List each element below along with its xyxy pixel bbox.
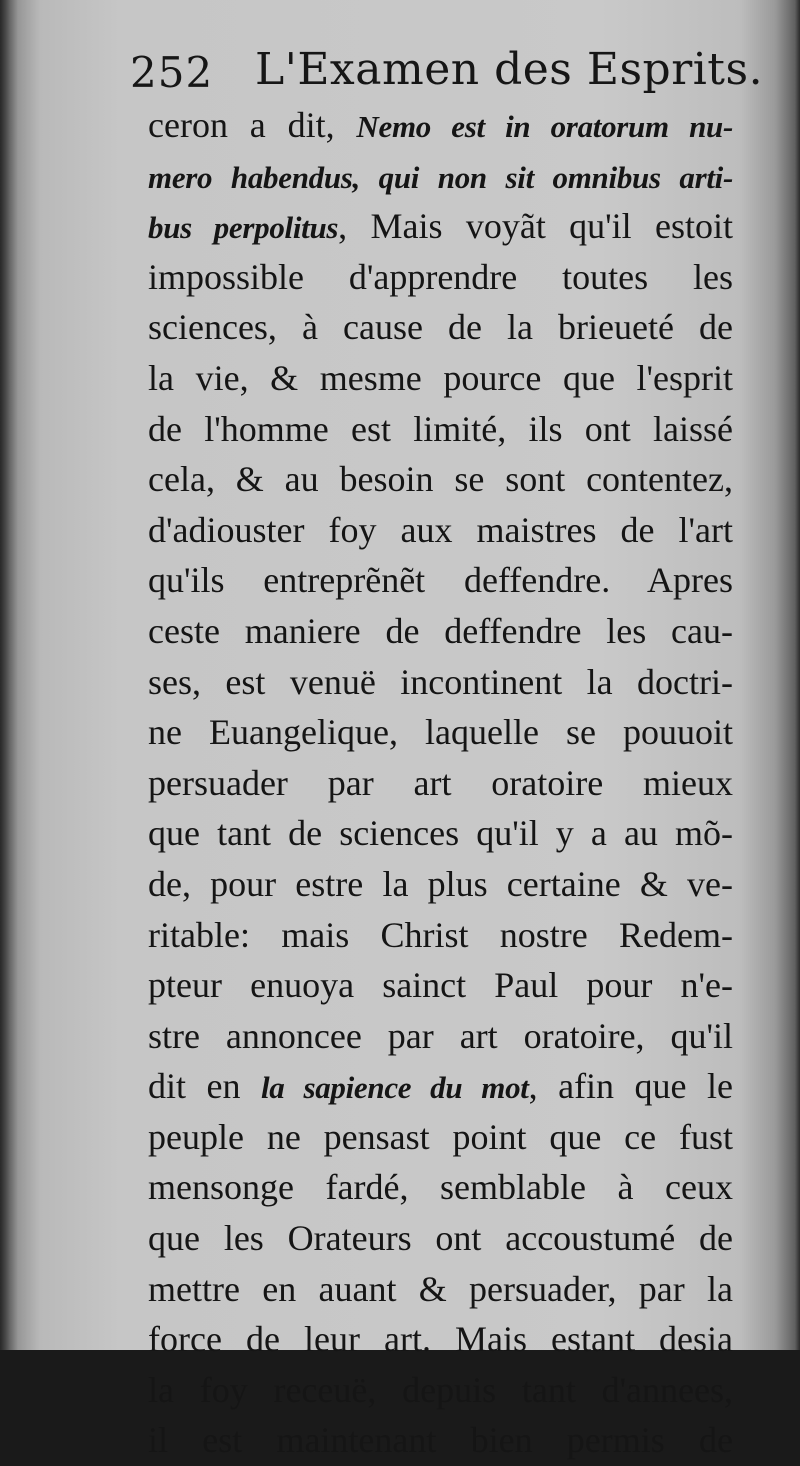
roman-text: impossible d'apprendre toutes les: [148, 256, 733, 297]
text-line: [148, 1213, 733, 1264]
text-line: [148, 606, 733, 657]
roman-text: ritable: mais Christ nostre Redem-: [148, 914, 733, 955]
text-line: [148, 100, 733, 151]
text-line: [148, 1365, 733, 1416]
body-text: [148, 100, 733, 1466]
roman-text: , Mais voyãt qu'il estoit: [338, 206, 733, 247]
roman-text: ceste maniere de deffendre les cau-: [148, 610, 733, 651]
text-line: [148, 555, 733, 606]
text-line: [148, 151, 733, 202]
roman-text: , afin que le: [528, 1066, 734, 1107]
text-line: [148, 1061, 733, 1112]
roman-text: de, pour estre la plus certaine & ve-: [148, 863, 733, 904]
text-line: [148, 808, 733, 859]
roman-text: stre annoncee par art oratoire, qu'il: [148, 1015, 733, 1056]
roman-text: sciences, à cause de la brieueté de: [148, 307, 733, 348]
text-line: [148, 758, 733, 809]
text-line: [148, 454, 733, 505]
text-line: [148, 1162, 733, 1213]
roman-text: dit en: [148, 1066, 261, 1107]
roman-text: ceron a dit,: [148, 105, 357, 145]
running-title: L'Examen des Esprits.: [255, 44, 764, 95]
text-line: [148, 201, 733, 252]
roman-text: que les Orateurs ont accoustumé de: [148, 1218, 733, 1259]
roman-text: qu'ils entreprẽnẽt deffendre. Apres: [148, 560, 733, 601]
roman-text: il est maintenant bien permis de: [148, 1420, 733, 1461]
roman-text: cela, & au besoin se sont contentez,: [148, 459, 733, 500]
italic-text: mero habendus, qui non sit omnibus arti-: [148, 159, 733, 195]
roman-text: d'adiouster foy aux maistres de l'art: [148, 509, 733, 550]
text-line: [148, 859, 733, 910]
text-line: [148, 960, 733, 1011]
text-line: [148, 353, 733, 404]
text-line: [148, 910, 733, 961]
gutter-shadow: [0, 0, 18, 1350]
roman-text: peuple ne pensast point que ce fust: [148, 1116, 733, 1157]
roman-text: que tant de sciences qu'il y a au mõ-: [148, 813, 733, 854]
text-line: [148, 1112, 733, 1163]
text-line: [148, 1415, 733, 1466]
text-line: [148, 707, 733, 758]
italic-text: bus perpolitus: [148, 210, 339, 246]
roman-text: la foy receuë, depuis tant d'annees,: [148, 1369, 733, 1410]
roman-text: mettre en auant & persuader, par la: [148, 1268, 733, 1309]
roman-text: ne Euangelique, laquelle se pouuoit: [148, 712, 733, 753]
text-line: [148, 302, 733, 353]
roman-text: pteur enuoya sainct Paul pour n'e-: [148, 965, 733, 1006]
roman-text: ses, est venuë incontinent la doctri-: [148, 661, 733, 702]
page-number: 252: [130, 48, 214, 97]
roman-text: de l'homme est limité, ils ont laissé: [148, 408, 733, 449]
italic-text: la sapience du mot: [260, 1070, 529, 1106]
text-line: [148, 1011, 733, 1062]
running-head: [130, 42, 764, 102]
text-line: [148, 1264, 733, 1315]
text-line: [148, 404, 733, 455]
roman-text: la vie, & mesme pource que l'esprit: [148, 357, 733, 398]
text-line: [148, 252, 733, 303]
text-line: [148, 1314, 733, 1365]
roman-text: force de leur art. Mais estant desia: [148, 1319, 733, 1360]
italic-text: Nemo est in oratorum nu-: [356, 109, 733, 144]
text-line: [148, 657, 733, 708]
roman-text: mensonge fardé, semblable à ceux: [148, 1167, 733, 1208]
roman-text: persuader par art oratoire mieux: [148, 762, 733, 803]
text-line: [148, 505, 733, 556]
